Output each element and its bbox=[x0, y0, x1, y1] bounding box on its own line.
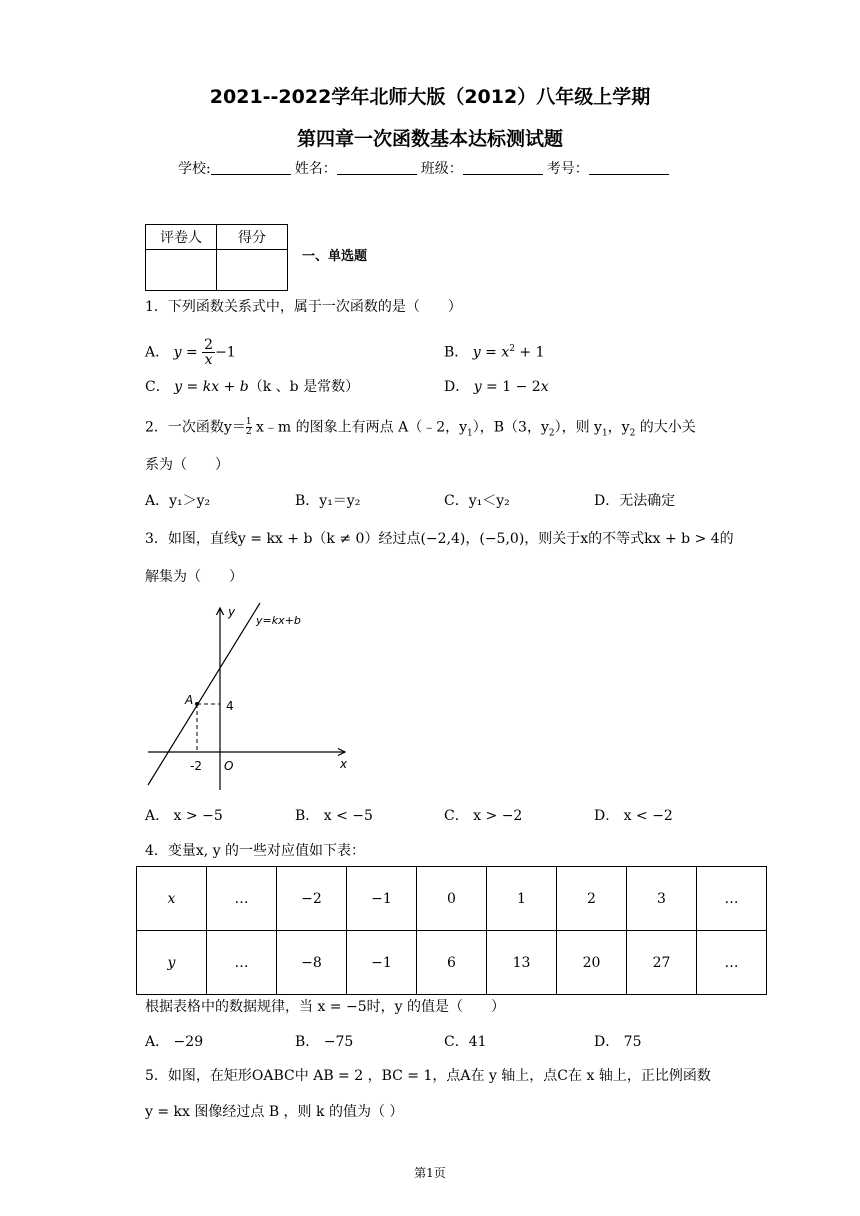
q3-option-a[interactable]: A． x > −5 bbox=[145, 808, 223, 824]
q1-stem: 1．下列函数关系式中，属于一次函数的是（ ） bbox=[145, 299, 462, 315]
point-a-dot bbox=[195, 702, 199, 706]
q4-option-d[interactable]: D． 75 bbox=[594, 1034, 642, 1050]
table-cell: 27 bbox=[627, 931, 697, 995]
field-number: 考号： bbox=[546, 161, 589, 177]
point-a-label: A bbox=[185, 693, 194, 707]
q2-option-a[interactable]: A．y₁＞y₂ bbox=[145, 493, 211, 509]
section-heading: 一、单选题 bbox=[302, 249, 368, 264]
q3-stem-line2: 解集为（ ） bbox=[145, 569, 243, 585]
table-cell: 6 bbox=[417, 931, 487, 995]
q2-stem: 2．一次函数y＝ $\frac{1}{2}$ x﹣m 的图象上有两点 A（﹣2，$y_1$），B（3，$y_2$），则 $y_1$，$y_2$ 的大小关 bbox=[145, 417, 696, 439]
table-cell: 13 bbox=[487, 931, 557, 995]
table-cell: x bbox=[137, 867, 207, 931]
q4-option-c[interactable]: C．41 bbox=[444, 1034, 487, 1050]
field-school: 学校: bbox=[178, 161, 211, 177]
q2-stem-line2: 系为（ ） bbox=[145, 457, 229, 473]
table-cell: −1 bbox=[347, 931, 417, 995]
score-cell[interactable] bbox=[217, 250, 288, 291]
table-cell: … bbox=[697, 867, 767, 931]
table-cell: y bbox=[137, 931, 207, 995]
score-header: 得分 bbox=[217, 225, 288, 250]
q2-option-c[interactable]: C．y₁＜y₂ bbox=[444, 493, 510, 509]
q4-stem: 4．变量x, y 的一些对应值如下表： bbox=[145, 843, 366, 859]
grader-header: 评卷人 bbox=[146, 225, 217, 250]
q1-option-d[interactable]: D． y = 1 − 2x bbox=[444, 379, 549, 395]
table-cell: −1 bbox=[347, 867, 417, 931]
page-title-line1: 2021--2022学年北师大版（2012）八年级上学期 bbox=[209, 86, 651, 108]
number-blank[interactable] bbox=[589, 160, 669, 175]
q2-option-b[interactable]: B．y₁＝y₂ bbox=[295, 493, 361, 509]
table-row bbox=[137, 931, 767, 995]
q4-value-table bbox=[136, 866, 767, 995]
table-cell: 20 bbox=[557, 931, 627, 995]
table-cell: … bbox=[207, 867, 277, 931]
table-cell: … bbox=[207, 931, 277, 995]
table-cell: 1 bbox=[487, 867, 557, 931]
q3-stem: 3．如图，直线y = kx + b（k ≠ 0）经过点(−2,4)，(−5,0)，则关于x的不等式kx + b > 4的 bbox=[145, 531, 734, 547]
field-class: 班级： bbox=[420, 161, 463, 177]
grader-cell[interactable] bbox=[146, 250, 217, 291]
tick-y-4: 4 bbox=[226, 699, 234, 713]
table-cell: 0 bbox=[417, 867, 487, 931]
origin-label: O bbox=[224, 759, 234, 773]
line-label: y=kx+b bbox=[256, 614, 301, 627]
info-fields bbox=[178, 160, 673, 178]
line-graph bbox=[148, 603, 260, 785]
grading-table bbox=[145, 224, 288, 291]
table-cell: 2 bbox=[557, 867, 627, 931]
q1-option-b[interactable]: B． $y = x^2 + 1$ bbox=[444, 344, 545, 361]
table-cell: −2 bbox=[277, 867, 347, 931]
q1-option-c[interactable]: C． y = kx + b（k 、b 是常数） bbox=[145, 379, 360, 395]
q4-option-a[interactable]: A． −29 bbox=[145, 1034, 204, 1050]
q5-stem-line2: y = kx 图像经过点 B ，则 k 的值为（ ） bbox=[145, 1104, 404, 1120]
q1-option-a[interactable]: A． y = $\frac{2}{x}$ −1 bbox=[145, 337, 236, 368]
x-axis-label: x bbox=[340, 757, 348, 771]
q5-stem: 5．如图，在矩形OABC中 AB = 2 ，BC = 1，点A在 y 轴上，点C在 x 轴上，正比例函数 bbox=[145, 1068, 711, 1084]
school-blank[interactable] bbox=[211, 160, 291, 175]
q4-option-b[interactable]: B． −75 bbox=[295, 1034, 354, 1050]
q3-option-b[interactable]: B． x < −5 bbox=[295, 808, 373, 824]
q4-question: 根据表格中的数据规律，当 x = −5时，y 的值是（ ） bbox=[145, 999, 505, 1015]
q3-option-c[interactable]: C． x > −2 bbox=[444, 808, 523, 824]
name-blank[interactable] bbox=[337, 160, 417, 175]
table-cell: … bbox=[697, 931, 767, 995]
q3-option-d[interactable]: D． x < −2 bbox=[594, 808, 673, 824]
q3-graph bbox=[140, 600, 360, 795]
field-name: 姓名： bbox=[294, 161, 337, 177]
table-row bbox=[137, 867, 767, 931]
table-cell: 3 bbox=[627, 867, 697, 931]
y-axis-label: y bbox=[228, 605, 236, 619]
class-blank[interactable] bbox=[463, 160, 543, 175]
q2-option-d[interactable]: D．无法确定 bbox=[594, 493, 676, 509]
tick-x-neg2: -2 bbox=[190, 759, 202, 773]
page-number: 第1页 bbox=[414, 1166, 446, 1180]
page-title-line2: 第四章一次函数基本达标测试题 bbox=[296, 128, 563, 150]
table-cell: −8 bbox=[277, 931, 347, 995]
